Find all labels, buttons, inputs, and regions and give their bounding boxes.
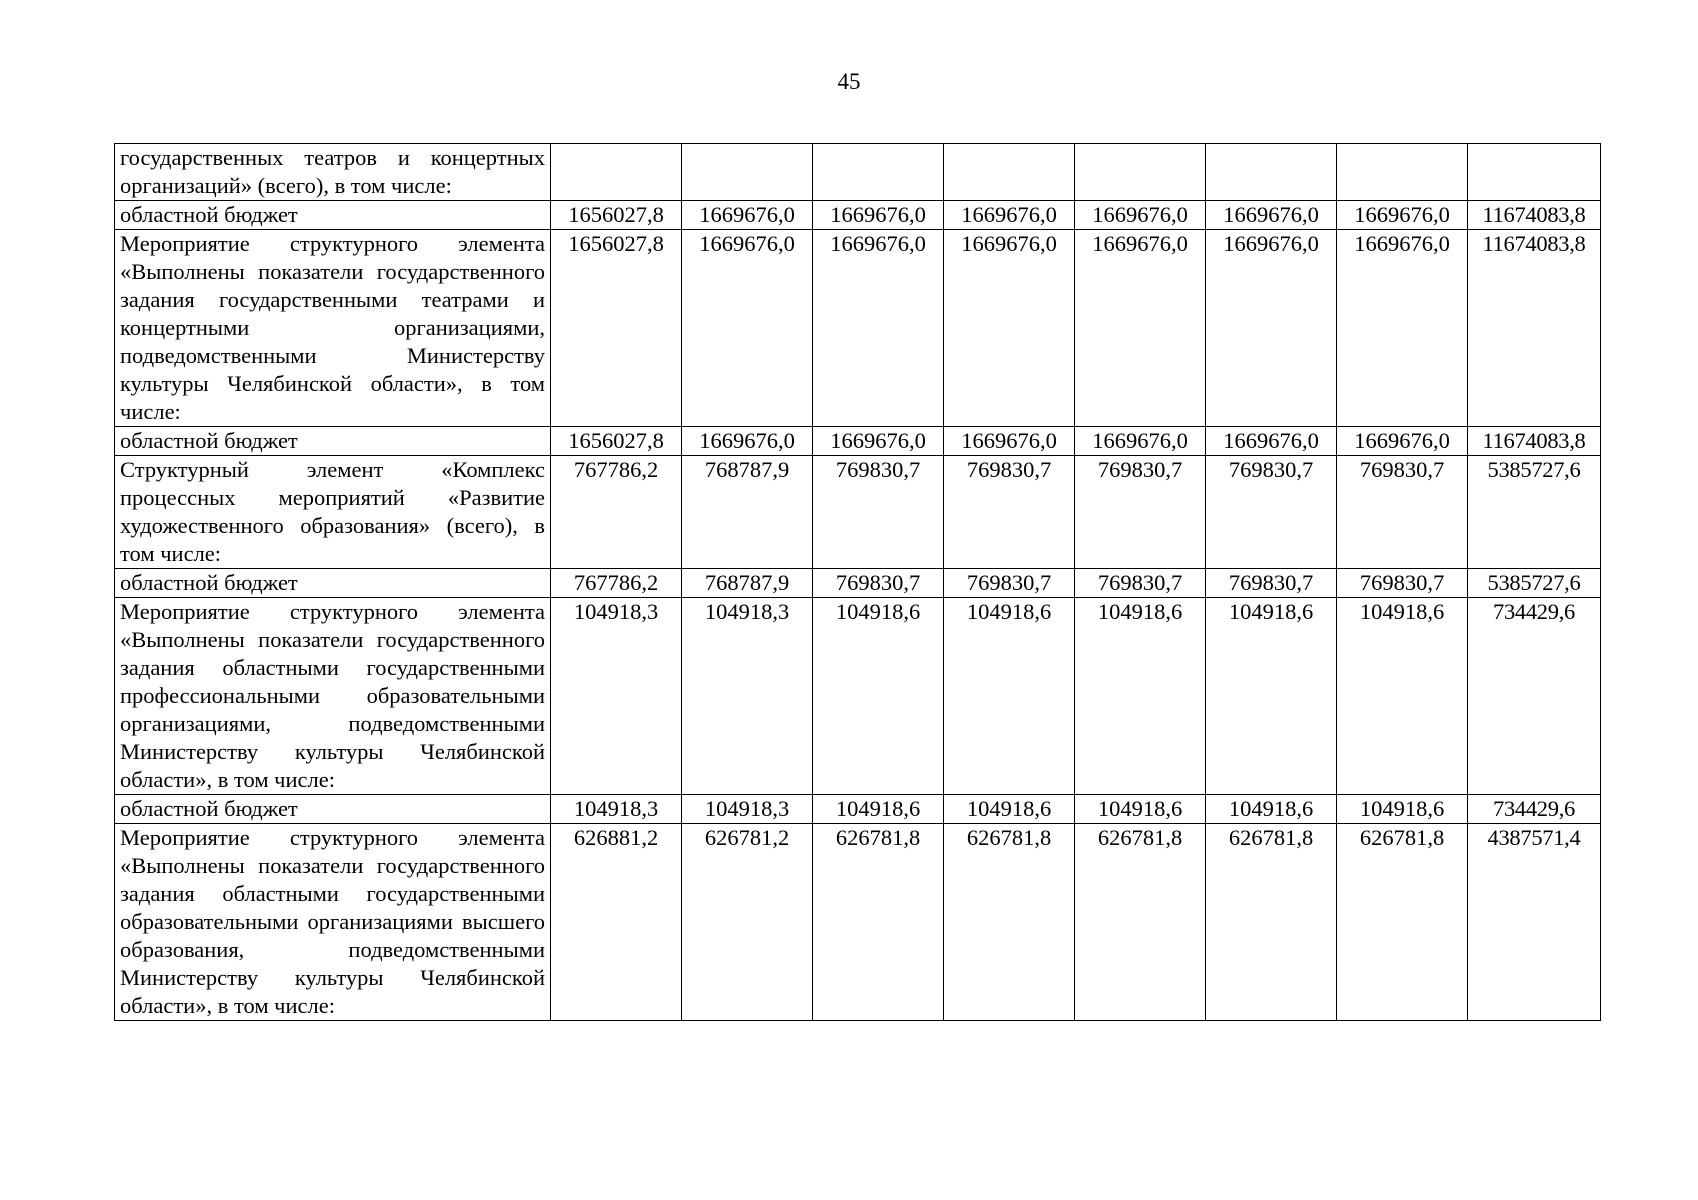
year-value-cell: 1669676,0 xyxy=(682,230,813,427)
year-value-cell: 769830,7 xyxy=(1075,456,1206,569)
year-value-cell: 104918,6 xyxy=(813,598,944,795)
year-value-cell: 626781,8 xyxy=(1075,824,1206,1021)
total-value-cell: 5385727,6 xyxy=(1468,456,1601,569)
year-value-cell: 1656027,8 xyxy=(551,230,682,427)
year-value-cell xyxy=(682,144,813,201)
year-value-cell: 1669676,0 xyxy=(682,427,813,456)
row-label: областной бюджет xyxy=(115,795,551,824)
year-value-cell: 104918,6 xyxy=(1075,598,1206,795)
year-value-cell: 769830,7 xyxy=(813,569,944,598)
year-value-cell: 104918,6 xyxy=(813,795,944,824)
year-value-cell: 769830,7 xyxy=(944,456,1075,569)
budget-table xyxy=(114,143,1601,1021)
total-value-cell xyxy=(1468,144,1601,201)
year-value-cell: 768787,9 xyxy=(682,456,813,569)
table-row xyxy=(115,456,1601,569)
year-value-cell: 1656027,8 xyxy=(551,201,682,230)
table-row xyxy=(115,824,1601,1021)
row-label: Мероприятие структурного элемента «Выполнены показатели государственного задания областными государственными профессиональными образовательными организациями, подведомственными Министерству культуры Челябинской области», в том числе: xyxy=(115,598,551,795)
year-value-cell: 769830,7 xyxy=(1075,569,1206,598)
year-value-cell: 767786,2 xyxy=(551,456,682,569)
year-value-cell xyxy=(1337,144,1468,201)
table-row xyxy=(115,230,1601,427)
table-row xyxy=(115,427,1601,456)
year-value-cell: 768787,9 xyxy=(682,569,813,598)
year-value-cell: 104918,6 xyxy=(944,795,1075,824)
year-value-cell: 769830,7 xyxy=(1337,456,1468,569)
year-value-cell: 626781,8 xyxy=(944,824,1075,1021)
year-value-cell: 626781,8 xyxy=(1206,824,1337,1021)
year-value-cell: 104918,3 xyxy=(682,795,813,824)
year-value-cell: 104918,3 xyxy=(551,598,682,795)
year-value-cell: 104918,3 xyxy=(682,598,813,795)
total-value-cell: 5385727,6 xyxy=(1468,569,1601,598)
year-value-cell: 1669676,0 xyxy=(813,427,944,456)
year-value-cell: 769830,7 xyxy=(1206,569,1337,598)
page-number: 45 xyxy=(837,69,861,94)
row-label: государственных театров и концертных организаций» (всего), в том числе: xyxy=(115,144,551,201)
year-value-cell: 1669676,0 xyxy=(813,201,944,230)
year-value-cell: 767786,2 xyxy=(551,569,682,598)
year-value-cell: 1669676,0 xyxy=(1206,201,1337,230)
year-value-cell: 769830,7 xyxy=(944,569,1075,598)
year-value-cell: 1669676,0 xyxy=(1206,427,1337,456)
year-value-cell: 1669676,0 xyxy=(1337,230,1468,427)
year-value-cell: 626781,8 xyxy=(1337,824,1468,1021)
year-value-cell: 104918,6 xyxy=(1075,795,1206,824)
row-label: областной бюджет xyxy=(115,427,551,456)
year-value-cell: 1669676,0 xyxy=(1075,201,1206,230)
year-value-cell: 769830,7 xyxy=(1337,569,1468,598)
year-value-cell: 1669676,0 xyxy=(813,230,944,427)
year-value-cell: 1656027,8 xyxy=(551,427,682,456)
row-label: Структурный элемент «Комплекс процессных мероприятий «Развитие художественного образования» (всего), в том числе: xyxy=(115,456,551,569)
year-value-cell: 1669676,0 xyxy=(944,427,1075,456)
table-body xyxy=(115,144,1601,1021)
row-label: областной бюджет xyxy=(115,569,551,598)
total-value-cell: 11674083,8 xyxy=(1468,427,1601,456)
year-value-cell: 769830,7 xyxy=(1206,456,1337,569)
year-value-cell: 1669676,0 xyxy=(1075,230,1206,427)
year-value-cell: 104918,3 xyxy=(551,795,682,824)
table-row xyxy=(115,569,1601,598)
year-value-cell: 626781,8 xyxy=(813,824,944,1021)
year-value-cell: 1669676,0 xyxy=(944,201,1075,230)
year-value-cell: 104918,6 xyxy=(944,598,1075,795)
total-value-cell: 11674083,8 xyxy=(1468,230,1601,427)
row-label: Мероприятие структурного элемента «Выполнены показатели государственного задания областными государственными образовательными организациями высшего образования, подведомственными Министерству культуры Челябинской области», в том числе: xyxy=(115,824,551,1021)
year-value-cell xyxy=(1206,144,1337,201)
year-value-cell xyxy=(944,144,1075,201)
year-value-cell xyxy=(1075,144,1206,201)
row-label: Мероприятие структурного элемента «Выполнены показатели государственного задания государственными театрами и концертными организациями, подведомственными Министерству культуры Челябинской области», в том числе: xyxy=(115,230,551,427)
year-value-cell: 1669676,0 xyxy=(682,201,813,230)
table-row xyxy=(115,795,1601,824)
total-value-cell: 11674083,8 xyxy=(1468,201,1601,230)
total-value-cell: 734429,6 xyxy=(1468,795,1601,824)
year-value-cell: 104918,6 xyxy=(1337,598,1468,795)
year-value-cell: 626781,2 xyxy=(682,824,813,1021)
table-row xyxy=(115,144,1601,201)
row-label: областной бюджет xyxy=(115,201,551,230)
year-value-cell xyxy=(813,144,944,201)
total-value-cell: 734429,6 xyxy=(1468,598,1601,795)
year-value-cell: 626881,2 xyxy=(551,824,682,1021)
table-row xyxy=(115,201,1601,230)
year-value-cell: 1669676,0 xyxy=(1337,427,1468,456)
year-value-cell: 1669676,0 xyxy=(1075,427,1206,456)
year-value-cell: 104918,6 xyxy=(1206,598,1337,795)
year-value-cell: 1669676,0 xyxy=(1337,201,1468,230)
table-row xyxy=(115,598,1601,795)
year-value-cell: 769830,7 xyxy=(813,456,944,569)
year-value-cell xyxy=(551,144,682,201)
year-value-cell: 1669676,0 xyxy=(944,230,1075,427)
total-value-cell: 4387571,4 xyxy=(1468,824,1601,1021)
year-value-cell: 1669676,0 xyxy=(1206,230,1337,427)
year-value-cell: 104918,6 xyxy=(1206,795,1337,824)
year-value-cell: 104918,6 xyxy=(1337,795,1468,824)
